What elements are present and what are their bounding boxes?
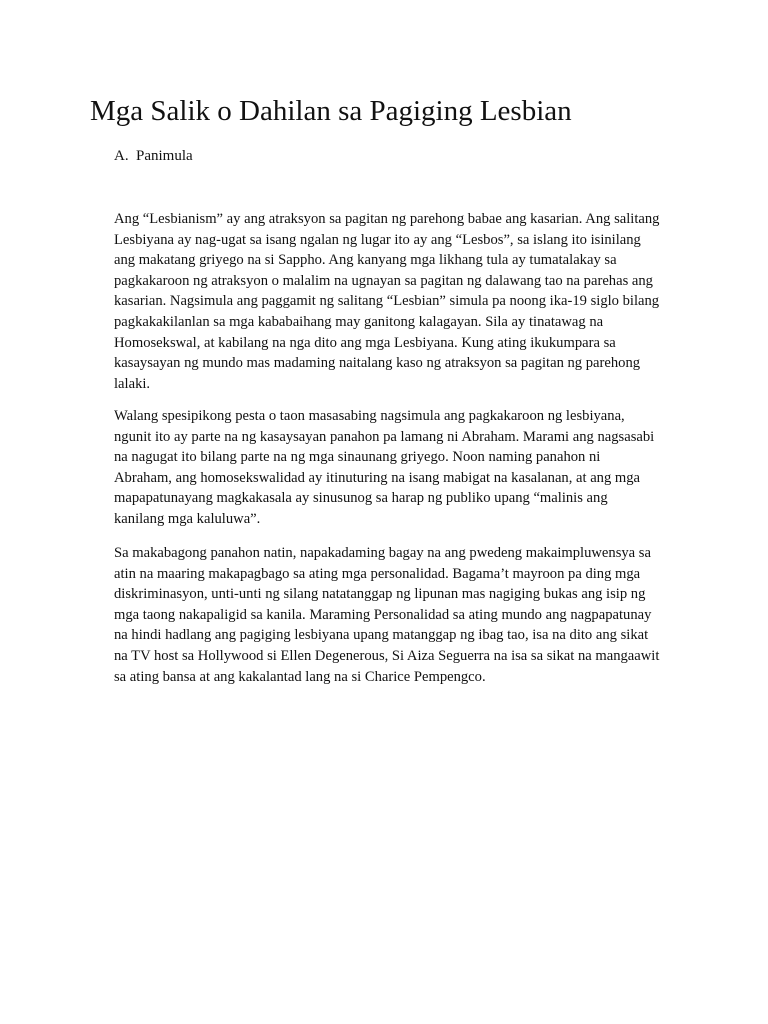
paragraph-line: ngunit ito ay parte na ng kasaysayan panahon pa lamang ni Abraham. Marami ang nagsasabi: [114, 428, 655, 445]
paragraph-line: kasarian. Nagsimula ang paggamit ng salitang “Lesbian” simula pa noong ika-19 siglo bilang: [114, 293, 660, 310]
paragraph-line: Homosekswal, at kabilang na nga dito ang mga Lesbiyana. Kung ating ikukumpara sa: [114, 334, 616, 351]
paragraph-line: Sa makabagong panahon natin, napakadaming bagay na ang pwedeng makaimpluwensya sa: [114, 545, 651, 561]
paragraph-line: Walang spesipikong pesta o taon masasabing nagsimula ang pagkakaroon ng lesbiyana,: [114, 408, 625, 424]
paragraph-line: lalaki.: [114, 375, 151, 392]
paragraph-line: na hindi hadlang ang pagiging lesbiyana upang matanggap ng ibag tao, isa na dito ang sikat: [114, 627, 649, 644]
paragraph-3: [114, 543, 659, 687]
paragraph-line: Abraham, ang homosekswalidad ay itinuturing na isang mabigat na kasalanan, at ang mga: [114, 469, 641, 486]
paragraph-line: pagkakaroon ng atraksyon o malalim na ugnayan sa pagitan ng dalawang tao na parehas ang: [114, 272, 653, 289]
paragraph-line: na nagugat ito bilang parte na ng mga sinaunang griyego. Noon naming panahon ni: [114, 449, 601, 466]
paragraph-line: atin na maaring makapagbago sa ating mga personalidad. Bagama’t mayroon pa ding mga: [114, 565, 641, 582]
paragraph-line: Ang “Lesbianism” ay ang atraksyon sa pagitan ng parehong babae ang kasarian. Ang salitang: [114, 211, 660, 227]
section-marker: A.: [114, 148, 129, 164]
paragraph-line: kasaysayan ng mundo mas madaming naitalang kaso ng atraksyon sa pagitan ng parehong: [114, 355, 641, 372]
paragraph-line: ang makatang griyego na si Sappho. Ang kanyang mga likhang tula ay tumatalakay sa: [114, 252, 617, 269]
paragraph-line: mapapatunayang magkakasala ay sinusunog sa harap ng publiko upang “malinis ang: [114, 490, 608, 507]
paragraph-line: pagkakakilanlan sa mga kababaihang may ganitong kalagayan. Sila ay tinatawag na: [114, 313, 604, 330]
paragraph-1: [114, 209, 659, 394]
document-title: Mga Salik o Dahilan sa Pagiging Lesbian: [90, 95, 572, 127]
section-heading: [114, 146, 193, 166]
paragraph-line: Lesbiyana ay nag-ugat sa isang ngalan ng lugar ito ay ang “Lesbos”, sa islang ito isinilang: [114, 231, 641, 248]
paragraph-2: [114, 406, 654, 530]
paragraph-line: diskriminasyon, unti-unti ng silang natatanggap ng lipunan mas nagiging bukas ang isip ng: [114, 586, 646, 603]
paragraph-line: na TV host sa Hollywood si Ellen Degenerous, Si Aiza Seguerra na isa sa sikat na mangaawit: [114, 647, 660, 664]
section-heading-text: Panimula: [136, 148, 193, 164]
paragraph-line: mga taong nakapaligid sa kanila. Maraming Personalidad sa ating mundo ang nagpapatunay: [114, 606, 652, 623]
paragraph-line: sa ating bansa at ang kakalantad lang na si Charice Pempengco.: [114, 668, 486, 685]
paragraph-line: kanilang mga kaluluwa”.: [114, 510, 261, 527]
